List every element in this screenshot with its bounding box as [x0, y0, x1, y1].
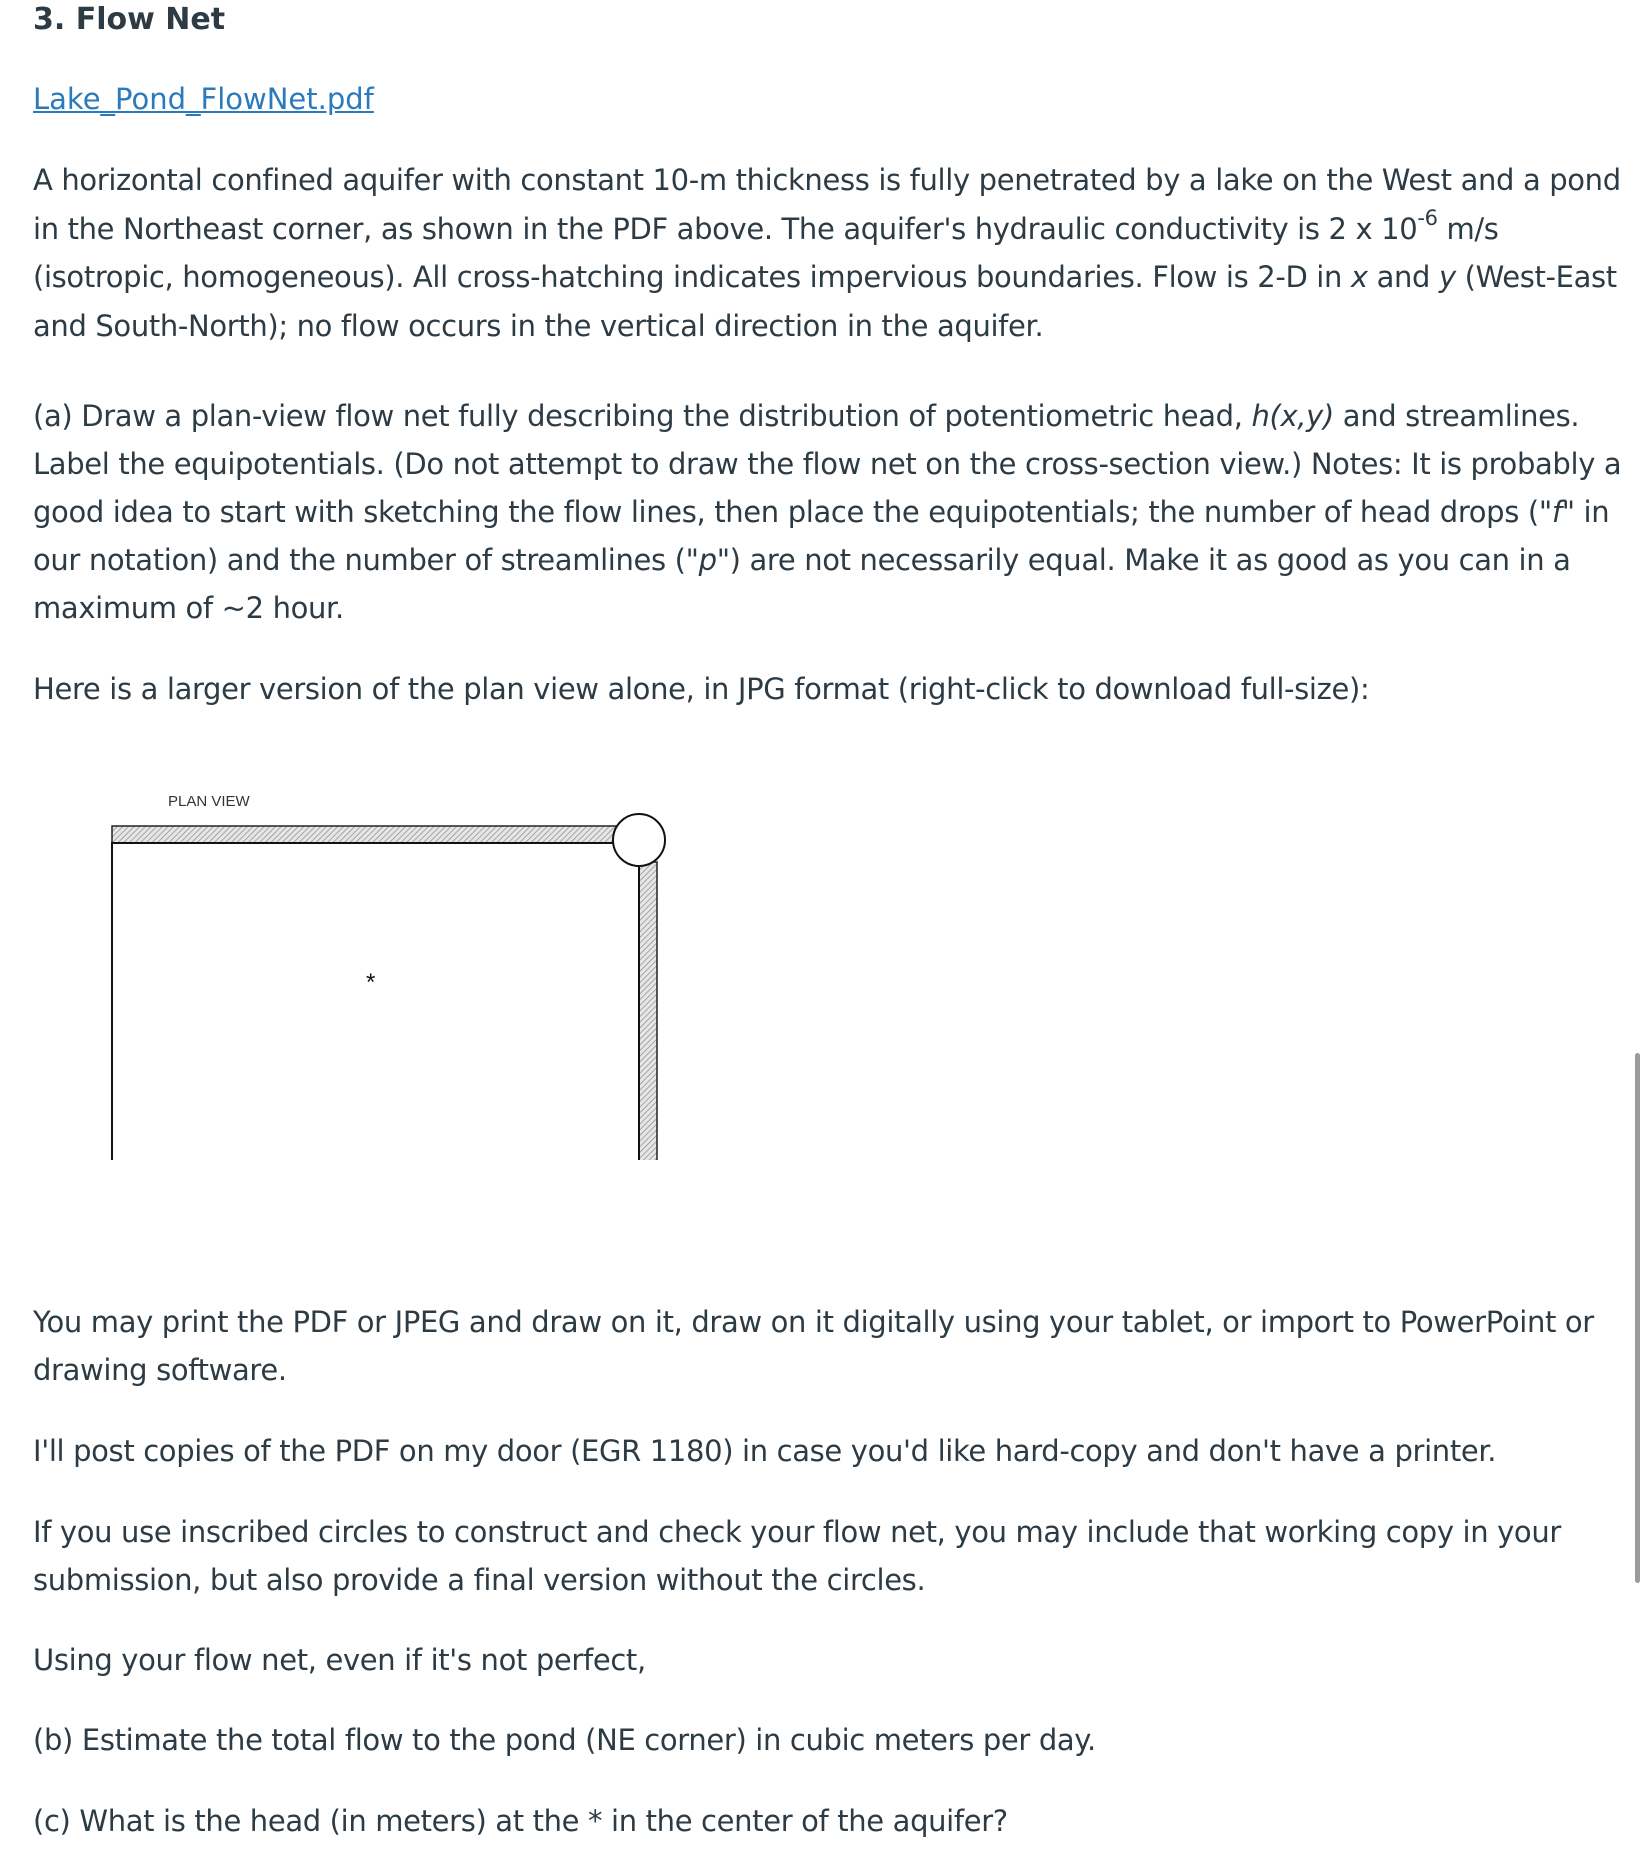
intro-text-4: (West-East and South-North); no flow occurs in the vertical direction in the aquifer.	[33, 260, 1617, 343]
intro-paragraph	[33, 156, 1623, 350]
part-c-paragraph: (c) What is the head (in meters) at the * in the center of the aquifer?	[33, 1804, 1008, 1838]
exponent: -6	[1417, 205, 1438, 230]
part-a-text-2: and streamlines. Label the equipotentials. (Do not attempt to draw the flow net on the cross-section view.) Notes: It is probably a good idea to start with sketching the flow lines, then place the equipotentials; the number of head drops ("	[33, 399, 1622, 529]
intro-text-1: A horizontal confined aquifer with constant 10-m thickness is fully penetrated by a lake on the West and a pond in the Northeast corner, as shown in the PDF above. The aquifer's hydraulic conductivity is 2 x 10	[33, 163, 1621, 246]
aquifer-domain	[112, 843, 639, 1160]
east-impervious-boundary	[639, 862, 657, 1160]
var-x: x	[1350, 260, 1368, 294]
part-a-text-1: (a) Draw a plan-view flow net fully describing the distribution of potentiometric head,	[33, 399, 1252, 433]
var-hxy: h(x,y)	[1251, 399, 1334, 433]
section-heading: 3. Flow Net	[33, 2, 226, 37]
pond-circle	[613, 814, 665, 866]
pdf-download-link[interactable]: Lake_Pond_FlowNet.pdf	[33, 82, 374, 116]
circles-note-paragraph: If you use inscribed circles to construct and check your flow net, you may include that working copy in your submission, but also provide a final version without the circles.	[33, 1515, 1561, 1597]
using-note-paragraph: Using your flow net, even if it's not perfect,	[33, 1643, 646, 1677]
intro-text-2: m/s (isotropic, homogeneous). All cross-hatching indicates impervious boundaries. Flow is 2-D in	[33, 211, 1499, 294]
larger-version-paragraph: Here is a larger version of the plan view alone, in JPG format (right-click to download full-size):	[33, 672, 1370, 706]
print-note-paragraph: You may print the PDF or JPEG and draw on it, draw on it digitally using your tablet, or import to PowerPoint or drawing software.	[33, 1305, 1594, 1387]
var-y: y	[1438, 260, 1456, 294]
var-f: f	[1551, 495, 1562, 529]
vertical-scrollbar[interactable]	[1635, 1053, 1640, 1583]
plan-view-figure[interactable]	[33, 780, 733, 1160]
plan-view-label: PLAN VIEW	[168, 793, 250, 810]
part-b-paragraph: (b) Estimate the total flow to the pond (NE corner) in cubic meters per day.	[33, 1723, 1096, 1757]
door-note-paragraph: I'll post copies of the PDF on my door (EGR 1180) in case you'd like hard-copy and don't have a printer.	[33, 1434, 1497, 1468]
north-impervious-boundary	[112, 826, 623, 843]
intro-text-3: and	[1367, 260, 1439, 294]
var-p: p	[698, 543, 717, 577]
part-a-text-3: " in our notation) and the number of streamlines ("	[33, 495, 1610, 577]
center-star-marker: *	[366, 969, 376, 996]
part-a-paragraph	[33, 392, 1623, 632]
part-a-text-4: ") are not necessarily equal. Make it as good as you can in a maximum of ~2 hour.	[33, 543, 1571, 625]
